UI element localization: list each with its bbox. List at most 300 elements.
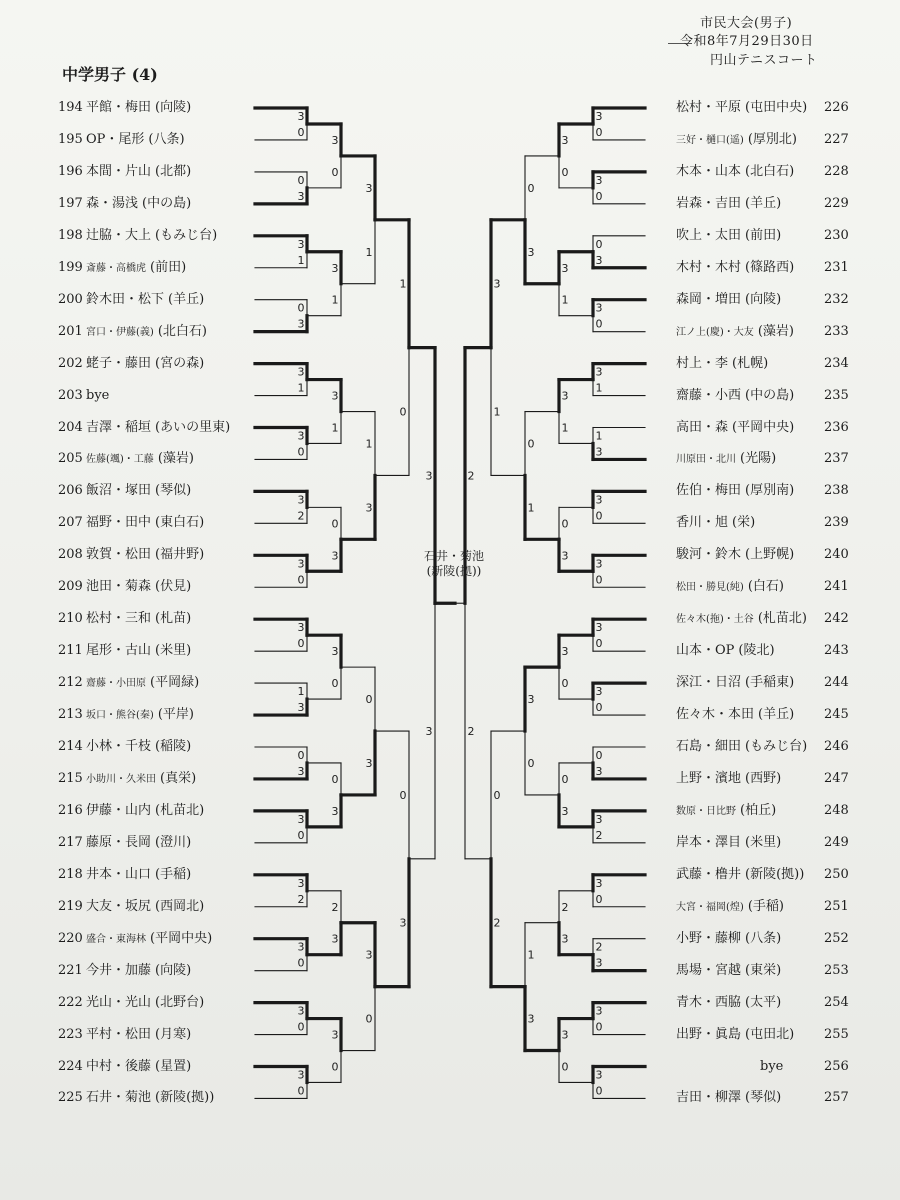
- entry-number: 213: [58, 707, 83, 723]
- entry-number: 242: [824, 611, 849, 627]
- entry-team: (栄): [732, 515, 756, 531]
- entry-team: (太平): [745, 994, 782, 1010]
- entry-number: 233: [824, 323, 849, 339]
- entry-players: 森岡・増田: [676, 291, 742, 307]
- match-score: 0: [561, 165, 569, 179]
- match-score: 3: [365, 181, 373, 195]
- entry-players: 数原・日比野: [676, 805, 736, 817]
- entry-number: 230: [824, 227, 849, 243]
- entry-team: (米里): [745, 834, 782, 850]
- match-score: 1: [561, 293, 569, 307]
- entry-team: (羊丘): [745, 195, 782, 211]
- entry-players: 福野・田中: [86, 515, 152, 531]
- match-score: 0: [297, 1020, 305, 1034]
- entry-players: 吹上・太田: [676, 227, 742, 243]
- entry-team: (手稲東): [745, 675, 795, 691]
- entry-team: (篠路西): [745, 259, 795, 275]
- entry-number: 250: [824, 866, 849, 882]
- match-score: 0: [595, 892, 603, 906]
- entry-players: 山本・OP: [676, 643, 735, 659]
- entry-number: 207: [58, 515, 83, 531]
- entry-team: (東栄): [745, 962, 782, 978]
- match-score: 3: [365, 756, 373, 770]
- entry-players: 三好・樋口(遥): [676, 134, 744, 146]
- entry-number: 249: [824, 834, 849, 850]
- match-score: 2: [493, 916, 501, 930]
- entry-players: bye: [760, 1058, 784, 1074]
- entry-number: 246: [824, 739, 849, 754]
- match-score: 0: [595, 701, 603, 715]
- match-score: 3: [595, 1068, 603, 1082]
- match-score: 0: [561, 677, 569, 691]
- entry-team: (手稲): [155, 866, 192, 882]
- match-score: 1: [595, 381, 603, 395]
- entry-team: (福井野): [155, 547, 205, 563]
- entry-team: (八条): [745, 930, 782, 946]
- entry-number: 217: [58, 834, 83, 850]
- match-score: 0: [595, 637, 603, 651]
- entry-number: 231: [824, 259, 849, 275]
- match-score: 0: [331, 1060, 339, 1074]
- entry-number: 216: [58, 802, 83, 818]
- entry-team: (西野): [745, 770, 782, 786]
- entry-number: 201: [58, 323, 83, 339]
- match-score: 3: [595, 253, 603, 267]
- entry-number: 208: [58, 547, 83, 563]
- entry-team: (北白石): [745, 163, 795, 179]
- champion-label: [422, 549, 486, 579]
- entry-team: (羊丘): [168, 291, 205, 307]
- match-score: 3: [297, 940, 305, 954]
- entry-number: 244: [824, 675, 849, 691]
- entry-number: 247: [824, 770, 849, 786]
- match-score: 0: [297, 125, 305, 139]
- match-score: 0: [595, 189, 603, 203]
- match-score: 0: [399, 405, 407, 419]
- match-score: 2: [297, 509, 305, 523]
- entry-number: 196: [58, 163, 83, 179]
- match-score: 0: [493, 788, 501, 802]
- match-score: 3: [297, 317, 305, 331]
- entry-number: 218: [58, 866, 83, 882]
- entry-team: (北白石): [157, 323, 207, 339]
- match-score: 3: [595, 301, 603, 315]
- match-score: 3: [561, 645, 569, 659]
- entry-team: (前田): [150, 259, 187, 275]
- match-score: 0: [331, 165, 339, 179]
- match-score: 0: [297, 445, 305, 459]
- match-score: 0: [595, 317, 603, 331]
- entry-number: 206: [58, 483, 83, 499]
- entry-team: (上野幌): [745, 547, 795, 563]
- match-score: 0: [297, 1084, 305, 1098]
- match-score: 3: [425, 469, 433, 483]
- entry-players: 坂口・熊谷(秦): [86, 710, 154, 722]
- entry-players: 蛯子・藤田: [86, 355, 152, 371]
- match-score: 2: [561, 900, 569, 914]
- match-score: 0: [297, 956, 305, 970]
- match-score: 3: [595, 621, 603, 635]
- entry-team: (米里): [155, 643, 192, 659]
- match-score: 3: [365, 948, 373, 962]
- match-score: 3: [297, 429, 305, 443]
- match-score: 3: [561, 549, 569, 563]
- entry-team: (札苗北): [155, 802, 205, 818]
- entry-number: 229: [824, 195, 849, 211]
- match-score: 0: [595, 573, 603, 587]
- match-score: 3: [595, 493, 603, 507]
- entry-number: 241: [824, 579, 849, 595]
- entry-number: 253: [824, 962, 849, 978]
- entry-players: 井本・山口: [86, 866, 152, 882]
- entry-team: (もみじ台): [745, 739, 808, 754]
- match-score: 0: [561, 517, 569, 531]
- match-score: 0: [331, 677, 339, 691]
- match-score: 2: [595, 940, 603, 954]
- match-score: 3: [297, 493, 305, 507]
- match-score: 2: [297, 892, 305, 906]
- match-score: 3: [595, 445, 603, 459]
- entry-players: 岩森・吉田: [676, 195, 742, 211]
- entry-players: 今井・加藤: [86, 962, 152, 978]
- champion-name: 石井・菊池: [423, 549, 484, 563]
- entry-team: (中の島): [142, 195, 192, 211]
- match-score: 0: [331, 772, 339, 786]
- match-score: 3: [331, 549, 339, 563]
- entry-players: 平館・梅田: [86, 100, 152, 115]
- champion-team: (新陵(拠)): [426, 564, 482, 578]
- entry-team: (屯田中央): [745, 100, 808, 115]
- entry-number: 202: [58, 355, 83, 371]
- entry-players: 伊藤・山内: [86, 802, 152, 818]
- entry-players: 斎藤・高橋虎: [86, 262, 146, 274]
- entry-number: 234: [824, 355, 849, 371]
- entry-players: 佐々木(拖)・土谷: [676, 614, 754, 626]
- entry-team: (光陽): [740, 451, 777, 467]
- match-score: 3: [297, 237, 305, 251]
- entry-team: (真栄): [160, 770, 197, 786]
- entry-team: (平岡緑): [150, 675, 200, 691]
- match-score: 0: [527, 181, 535, 195]
- entry-number: 211: [58, 643, 83, 659]
- entry-team: (向陵): [745, 291, 782, 307]
- entry-number: 197: [58, 195, 83, 211]
- entry-team: (平岡中央): [150, 930, 213, 946]
- match-score: 3: [297, 1004, 305, 1018]
- match-score: 3: [297, 812, 305, 826]
- entry-players: bye: [86, 387, 110, 403]
- entry-team: (藻岩): [157, 451, 194, 467]
- entry-players: 藤原・長岡: [86, 834, 152, 850]
- entry-team: (西岡北): [155, 898, 205, 914]
- match-score: 0: [365, 693, 373, 707]
- entry-number: 209: [58, 579, 83, 595]
- entry-number: 232: [824, 291, 849, 307]
- match-score: 1: [493, 405, 501, 419]
- match-score: 0: [527, 756, 535, 770]
- match-score: 1: [331, 421, 339, 435]
- match-score: 3: [595, 109, 603, 123]
- match-score: 3: [425, 725, 433, 739]
- entry-players: 青木・西脇: [676, 994, 742, 1010]
- match-score: 3: [331, 1028, 339, 1042]
- entry-players: 盛合・東海林: [86, 933, 146, 945]
- match-score: 2: [331, 900, 339, 914]
- match-score: 3: [297, 365, 305, 379]
- match-score: 3: [527, 693, 535, 707]
- match-score: 1: [399, 277, 407, 291]
- entry-number: 212: [58, 675, 83, 691]
- entry-number: 210: [58, 611, 83, 627]
- match-score: 3: [595, 173, 603, 187]
- match-score: 0: [595, 1084, 603, 1098]
- entry-players: 高田・森: [676, 419, 729, 435]
- entry-team: (手稲): [747, 898, 784, 914]
- entry-players: 佐藤(颯)・工藤: [86, 454, 154, 466]
- match-score: 3: [297, 109, 305, 123]
- entry-players: 石島・細田: [676, 739, 742, 754]
- entry-number: 237: [824, 451, 849, 467]
- match-score: 3: [595, 365, 603, 379]
- match-score: 3: [561, 804, 569, 818]
- entry-team: (陵北): [738, 643, 775, 659]
- entry-team: (もみじ台): [155, 227, 218, 243]
- entry-team: (新陵(拠)): [155, 1090, 215, 1106]
- entry-players: 木村・木村: [676, 259, 742, 275]
- match-score: 0: [527, 437, 535, 451]
- bracket-title: 中学男子 (4): [62, 65, 158, 84]
- entry-players: 武藤・橹井: [676, 866, 742, 882]
- match-score: 3: [297, 1068, 305, 1082]
- match-score: 0: [595, 748, 603, 762]
- entry-team: (新陵(拠)): [745, 866, 805, 882]
- match-score: 3: [297, 876, 305, 890]
- entry-players: 飯沼・塚田: [86, 483, 152, 499]
- entry-number: 248: [824, 802, 849, 818]
- entry-players: 敦賀・松田: [86, 547, 152, 563]
- match-score: 3: [493, 277, 501, 291]
- event-name: 市民大会(男子): [700, 16, 793, 31]
- match-score: 0: [297, 573, 305, 587]
- entry-number: 219: [58, 898, 83, 914]
- entry-players: 宮口・伊藤(義): [86, 326, 154, 338]
- match-score: 0: [561, 1060, 569, 1074]
- entry-number: 227: [824, 131, 849, 147]
- entry-number: 238: [824, 483, 849, 499]
- entry-number: 235: [824, 387, 849, 403]
- entry-players: 齋藤・小田原: [86, 678, 146, 690]
- entry-players: 江ノ上(慶)・大友: [676, 326, 754, 338]
- entry-number: 199: [58, 259, 83, 275]
- entry-players: 本間・片山: [86, 163, 152, 179]
- match-score: 3: [297, 557, 305, 571]
- match-score: 3: [399, 916, 407, 930]
- entry-team: (向陵): [155, 100, 192, 115]
- entry-players: OP・尾形: [86, 131, 145, 147]
- entry-players: 松村・三和: [86, 611, 152, 627]
- entry-number: 194: [58, 100, 83, 115]
- event-date: 令和8年7月29日30日: [680, 34, 814, 49]
- entry-team: (白石): [747, 579, 784, 595]
- entry-players: 小助川・久米田: [86, 773, 156, 785]
- match-score: 3: [595, 876, 603, 890]
- entry-players: 出野・眞島: [676, 1026, 742, 1042]
- match-score: 3: [297, 189, 305, 203]
- entry-team: (柏丘): [740, 802, 777, 818]
- entry-team: (澄川): [155, 834, 192, 850]
- match-score: 3: [331, 261, 339, 275]
- entry-number: 225: [58, 1090, 83, 1106]
- match-score: 0: [595, 1020, 603, 1034]
- match-score: 1: [331, 293, 339, 307]
- match-score: 1: [561, 421, 569, 435]
- entry-number: 226: [824, 100, 849, 115]
- entry-team: (北都): [155, 163, 192, 179]
- match-score: 3: [365, 501, 373, 515]
- entry-players: 岸本・澤目: [676, 834, 742, 850]
- match-score: 3: [527, 245, 535, 259]
- entry-team: (八条): [148, 131, 185, 147]
- entry-number: 200: [58, 291, 83, 307]
- match-score: 1: [527, 501, 535, 515]
- event-venue: 円山テニスコート: [710, 53, 818, 68]
- entry-players: 齋藤・小西: [676, 387, 742, 403]
- entry-number: 255: [824, 1026, 849, 1042]
- match-score: 3: [331, 389, 339, 403]
- match-score: 3: [297, 701, 305, 715]
- entry-players: 馬場・宮越: [676, 962, 742, 978]
- match-score: 3: [331, 133, 339, 147]
- entry-players: 駿河・鈴木: [676, 547, 742, 563]
- entry-number: 195: [58, 131, 83, 147]
- entry-players: 佐伯・梅田: [676, 483, 742, 499]
- entry-team: (厚別南): [745, 483, 795, 499]
- match-score: 1: [365, 437, 373, 451]
- match-score: 1: [527, 948, 535, 962]
- match-score: 0: [561, 772, 569, 786]
- match-score: 1: [297, 381, 305, 395]
- match-score: 3: [561, 133, 569, 147]
- match-score: 3: [331, 932, 339, 946]
- match-score: 3: [595, 685, 603, 699]
- entry-players: 光山・光山: [86, 994, 152, 1010]
- entry-players: 大友・坂尻: [86, 898, 152, 914]
- entry-number: 252: [824, 930, 849, 946]
- entry-number: 243: [824, 643, 849, 659]
- entry-team: (東白石): [155, 515, 205, 531]
- match-score: 0: [297, 173, 305, 187]
- entry-players: 村上・李: [676, 355, 729, 371]
- match-score: 0: [595, 125, 603, 139]
- entry-team: (前田): [745, 227, 782, 243]
- match-score: 0: [297, 828, 305, 842]
- entry-team: (屯田北): [745, 1026, 795, 1042]
- match-score: 3: [331, 804, 339, 818]
- entry-number: 198: [58, 227, 83, 243]
- match-score: 3: [595, 557, 603, 571]
- entry-team: (厚別北): [747, 131, 797, 147]
- match-score: 1: [297, 685, 305, 699]
- entry-team: (藻岩): [757, 323, 794, 339]
- entry-players: 深江・日沼: [676, 675, 742, 691]
- match-score: 3: [331, 645, 339, 659]
- entry-players: 尾形・古山: [86, 643, 152, 659]
- match-score: 3: [595, 764, 603, 778]
- entry-players: 大宮・福岡(煌): [676, 901, 744, 913]
- match-score: 3: [561, 1028, 569, 1042]
- match-score: 0: [365, 1012, 373, 1026]
- match-score: 3: [297, 764, 305, 778]
- entry-team: (宮の森): [155, 355, 205, 371]
- match-score: 3: [527, 1012, 535, 1026]
- entry-team: (平岸): [157, 707, 194, 723]
- match-score: 3: [561, 261, 569, 275]
- entry-number: 251: [824, 898, 849, 914]
- entry-players: 吉田・柳澤: [676, 1090, 742, 1106]
- match-score: 1: [297, 253, 305, 267]
- match-score: 0: [595, 509, 603, 523]
- match-score: 1: [365, 245, 373, 259]
- entry-players: 上野・濱地: [676, 770, 742, 786]
- entry-number: 254: [824, 994, 849, 1010]
- match-score: 0: [399, 788, 407, 802]
- entry-team: (琴似): [155, 483, 192, 499]
- entry-number: 205: [58, 451, 83, 467]
- entry-players: 松村・平原: [676, 100, 742, 115]
- entry-players: 吉澤・稲垣: [86, 419, 152, 435]
- match-score: 3: [561, 932, 569, 946]
- match-score: 3: [561, 389, 569, 403]
- entry-players: 鈴木田・松下: [86, 291, 165, 307]
- match-score: 0: [297, 748, 305, 762]
- match-score: 0: [297, 637, 305, 651]
- entry-number: 204: [58, 419, 83, 435]
- entry-players: 松田・勝見(純): [676, 582, 744, 594]
- match-score: 3: [595, 812, 603, 826]
- entry-number: 257: [824, 1090, 849, 1106]
- entry-number: 220: [58, 930, 83, 946]
- entry-team: (札苗): [155, 611, 192, 627]
- entry-team: (札幌): [732, 355, 769, 371]
- match-score: 3: [297, 621, 305, 635]
- match-score: 3: [595, 1004, 603, 1018]
- entry-number: 240: [824, 547, 849, 563]
- entry-team: (平岡中央): [732, 419, 795, 435]
- entry-team: (星置): [155, 1058, 192, 1074]
- entry-team: (羊丘): [758, 707, 795, 723]
- match-score: 0: [297, 301, 305, 315]
- entry-players: 川原田・北川: [676, 454, 736, 466]
- match-score: 2: [467, 725, 475, 739]
- entry-players: 森・湯浅: [86, 195, 139, 211]
- entry-number: 228: [824, 163, 849, 179]
- entry-team: (向陵): [155, 962, 192, 978]
- entry-number: 221: [58, 962, 83, 978]
- entry-team: (北野台): [155, 994, 205, 1010]
- entry-team: (伏見): [155, 579, 192, 595]
- entry-team: (月寒): [155, 1026, 192, 1042]
- entry-number: 239: [824, 515, 849, 531]
- entry-players: 小林・千枝: [86, 739, 152, 754]
- entry-number: 203: [58, 387, 83, 403]
- entry-players: 中村・後藤: [86, 1058, 152, 1074]
- entry-number: 223: [58, 1026, 83, 1042]
- entry-number: 215: [58, 770, 83, 786]
- entry-players: 木本・山本: [676, 163, 742, 179]
- entry-players: 石井・菊池: [86, 1090, 152, 1106]
- entry-number: 236: [824, 419, 849, 435]
- entry-players: 辻脇・大上: [86, 227, 152, 243]
